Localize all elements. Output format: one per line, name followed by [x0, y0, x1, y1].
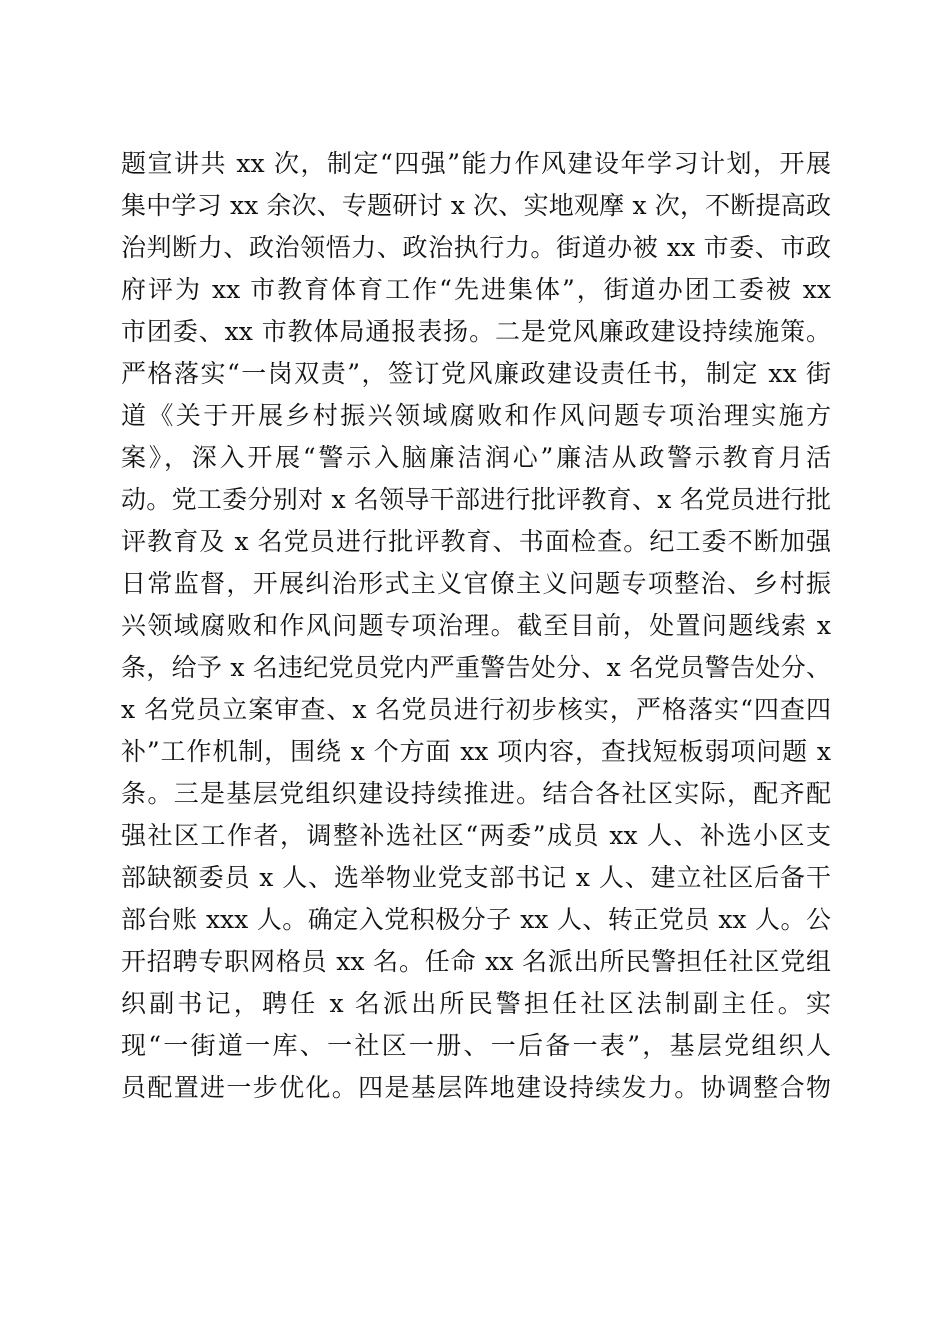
body-text	[121, 143, 831, 1109]
text-line-23: 员配置进一步优化。四是基层阵地建设持续发力。协调整合物	[121, 1073, 831, 1102]
text-line-6: 严格落实“一岗双责”，签订党风廉政建设责任书，制定 xx 街	[121, 359, 831, 388]
text-line-12: 兴领域腐败和作风问题专项治理。截至目前，处置问题线索 x	[121, 611, 831, 640]
text-line-4: 府评为 xx 市教育体育工作“先进集体”，街道办团工委被 xx	[121, 275, 831, 304]
text-line-15: 补”工作机制，围绕 x 个方面 xx 项内容，查找短板弱项问题 x	[121, 737, 831, 766]
text-line-18: 部缺额委员 x 人、选举物业党支部书记 x 人、建立社区后备干	[121, 863, 831, 892]
text-line-13: 条，给予 x 名违纪党员党内严重警告处分、x 名党员警告处分、	[121, 653, 831, 682]
text-line-2: 集中学习 xx 余次、专题研讨 x 次、实地观摩 x 次，不断提高政	[121, 191, 831, 220]
text-line-17: 强社区工作者，调整补选社区“两委”成员 xx 人、补选小区支	[121, 821, 831, 850]
text-line-1: 题宣讲共 xx 次，制定“四强”能力作风建设年学习计划，开展	[121, 149, 831, 178]
text-line-9: 动。党工委分别对 x 名领导干部进行批评教育、x 名党员进行批	[121, 485, 831, 514]
text-line-10: 评教育及 x 名党员进行批评教育、书面检查。纪工委不断加强	[121, 527, 831, 556]
text-line-22: 现“一街道一库、一社区一册、一后备一表”，基层党组织人	[121, 1031, 831, 1060]
text-line-7: 道《关于开展乡村振兴领域腐败和作风问题专项治理实施方	[121, 401, 831, 430]
text-line-21: 织副书记，聘任 x 名派出所民警担任社区法制副主任。实	[121, 989, 831, 1018]
text-line-14: x 名党员立案审查、x 名党员进行初步核实，严格落实“四查四	[121, 695, 831, 724]
text-line-20: 开招聘专职网格员 xx 名。任命 xx 名派出所民警担任社区党组	[121, 947, 831, 976]
text-line-8: 案》，深入开展“警示入脑廉洁润心”廉洁从政警示教育月活	[121, 443, 831, 472]
text-line-16: 条。三是基层党组织建设持续推进。结合各社区实际，配齐配	[121, 779, 831, 808]
text-line-11: 日常监督，开展纠治形式主义官僚主义问题专项整治、乡村振	[121, 569, 831, 598]
text-line-5: 市团委、xx 市教体局通报表扬。二是党风廉政建设持续施策。	[121, 317, 831, 346]
text-line-3: 治判断力、政治领悟力、政治执行力。街道办被 xx 市委、市政	[121, 233, 831, 262]
text-line-19: 部台账 xxx 人。确定入党积极分子 xx 人、转正党员 xx 人。公	[121, 905, 831, 934]
